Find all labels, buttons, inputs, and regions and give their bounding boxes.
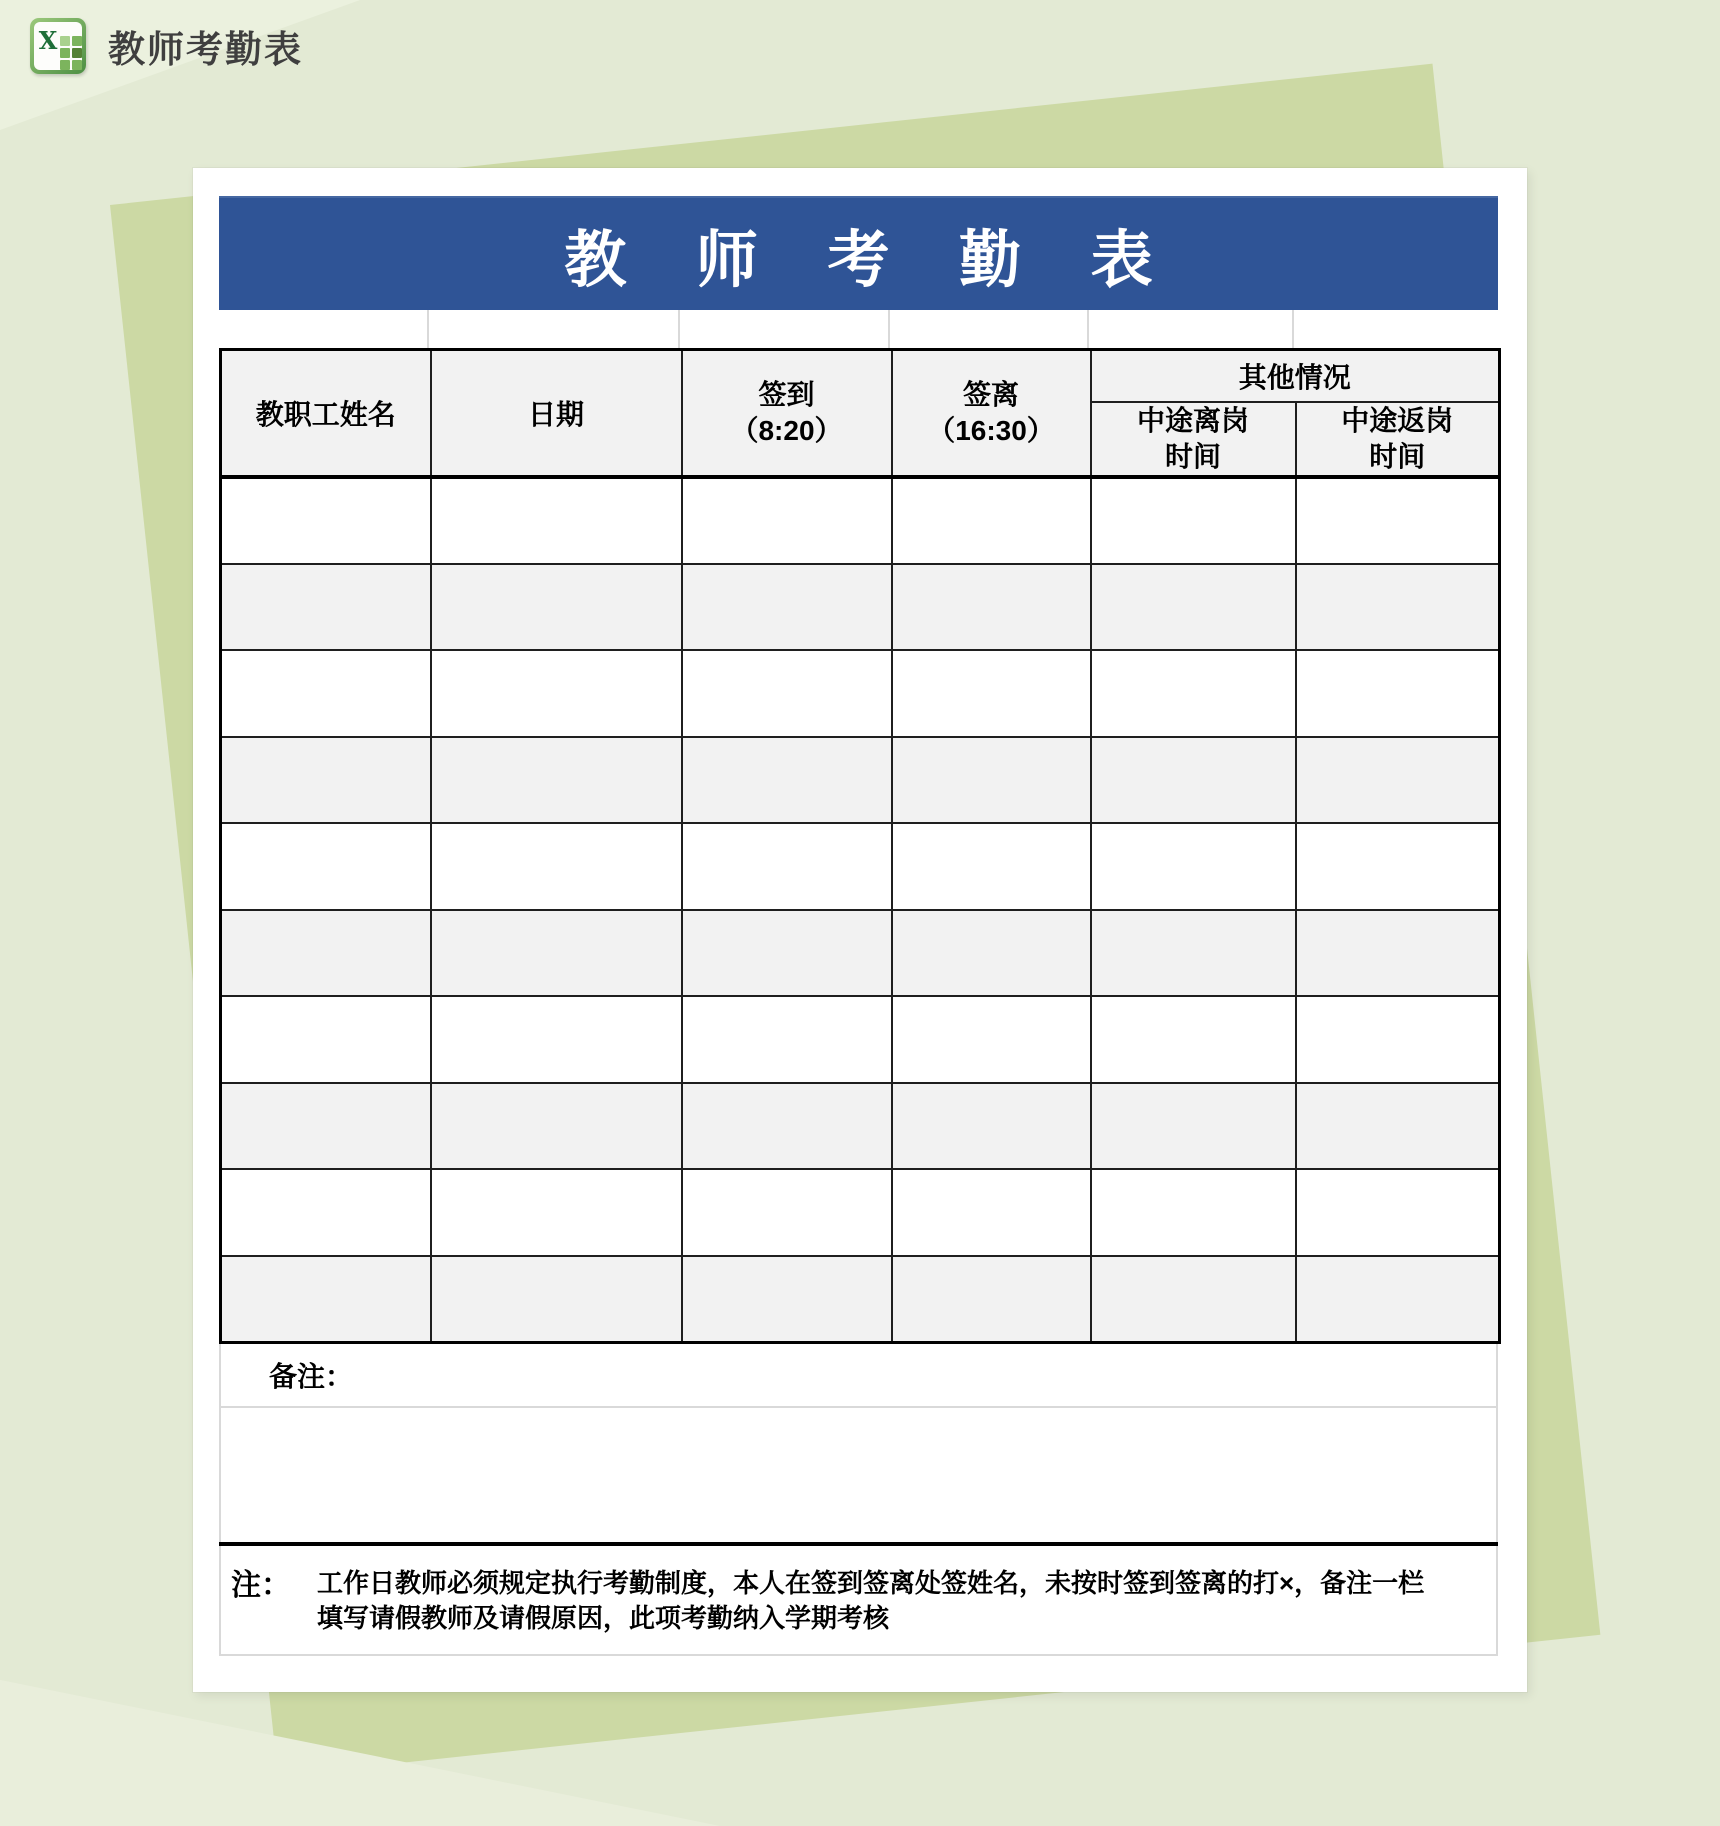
table-cell[interactable] (1091, 1256, 1296, 1343)
table-cell[interactable] (892, 1256, 1091, 1343)
sheet-banner-title: 教 师 考 勤 表 (564, 222, 1177, 296)
table-cell[interactable] (221, 1169, 431, 1256)
table-cell[interactable] (1091, 996, 1296, 1083)
table-row (221, 823, 1500, 910)
excel-icon: X (30, 18, 86, 74)
table-cell[interactable] (1091, 1083, 1296, 1170)
table-cell[interactable] (221, 996, 431, 1083)
table-cell[interactable] (221, 1083, 431, 1170)
table-row (221, 1256, 1500, 1343)
table-cell[interactable] (221, 1256, 431, 1343)
spreadsheet-gap-row (219, 310, 1498, 348)
table-cell[interactable] (221, 910, 431, 997)
table-cell[interactable] (682, 650, 892, 737)
table-cell[interactable] (1296, 1169, 1500, 1256)
table-cell[interactable] (682, 564, 892, 651)
table-cell[interactable] (431, 477, 682, 564)
table-row (221, 1169, 1500, 1256)
remark-label: 备注： (269, 1360, 354, 1392)
sheet-banner (219, 196, 1498, 310)
table-cell[interactable] (1091, 737, 1296, 824)
table-cell[interactable] (221, 564, 431, 651)
header-sign-out: 签离 （16:30） (892, 350, 1091, 478)
table-row (221, 650, 1500, 737)
table-cell[interactable] (221, 650, 431, 737)
table-cell[interactable] (682, 477, 892, 564)
table-cell[interactable] (682, 910, 892, 997)
sheet-content (219, 196, 1498, 1656)
table-cell[interactable] (682, 1169, 892, 1256)
sheet-card (193, 168, 1527, 1692)
table-cell[interactable] (431, 1256, 682, 1343)
below-table-block (219, 1344, 1498, 1656)
table-cell[interactable] (1296, 910, 1500, 997)
table-cell[interactable] (892, 737, 1091, 824)
table-cell[interactable] (682, 996, 892, 1083)
note-label: 注： (231, 1568, 291, 1602)
file-header (30, 18, 303, 74)
table-cell[interactable] (682, 1083, 892, 1170)
table-cell[interactable] (221, 737, 431, 824)
table-cell[interactable] (1296, 996, 1500, 1083)
header-return-mid: 中途返岗 时间 (1296, 402, 1500, 478)
table-cell[interactable] (682, 737, 892, 824)
file-title: 教师考勤表 (108, 29, 303, 70)
note-area (221, 1546, 1496, 1654)
remark-row (221, 1344, 1496, 1408)
table-cell[interactable] (892, 910, 1091, 997)
table-cell[interactable] (1091, 823, 1296, 910)
table-cell[interactable] (431, 996, 682, 1083)
table-row (221, 564, 1500, 651)
header-other-group: 其他情况 (1091, 350, 1500, 402)
table-cell[interactable] (1296, 823, 1500, 910)
note-text: 工作日教师必须规定执行考勤制度，本人在签到签离处签姓名，未按时签到签离的打×，备注一栏 填写请假教师及请假原因，此项考勤纳入学期考核 (317, 1567, 1425, 1633)
table-cell[interactable] (431, 823, 682, 910)
table-cell[interactable] (1296, 1083, 1500, 1170)
table-cell[interactable] (1091, 1169, 1296, 1256)
table-cell[interactable] (1091, 650, 1296, 737)
table-cell[interactable] (1296, 650, 1500, 737)
table-cell[interactable] (431, 737, 682, 824)
table-cell[interactable] (1091, 910, 1296, 997)
table-cell[interactable] (431, 650, 682, 737)
header-staff-name: 教职工姓名 (221, 350, 431, 478)
table-cell[interactable] (221, 823, 431, 910)
table-cell[interactable] (221, 477, 431, 564)
table-cell[interactable] (1296, 477, 1500, 564)
table-cell[interactable] (892, 477, 1091, 564)
table-cell[interactable] (892, 996, 1091, 1083)
header-date: 日期 (431, 350, 682, 478)
table-row (221, 910, 1500, 997)
table-cell[interactable] (892, 650, 1091, 737)
table-cell[interactable] (431, 564, 682, 651)
table-cell[interactable] (1091, 564, 1296, 651)
table-cell[interactable] (892, 1083, 1091, 1170)
table-cell[interactable] (1296, 1256, 1500, 1343)
table-cell[interactable] (682, 1256, 892, 1343)
table-row (221, 996, 1500, 1083)
table-cell[interactable] (1296, 737, 1500, 824)
table-cell[interactable] (892, 1169, 1091, 1256)
table-cell[interactable] (431, 1169, 682, 1256)
table-row (221, 477, 1500, 564)
table-cell[interactable] (892, 823, 1091, 910)
remark-blank-area[interactable] (221, 1408, 1496, 1542)
attendance-table (219, 348, 1501, 1344)
table-cell[interactable] (431, 910, 682, 997)
header-leave-mid: 中途离岗 时间 (1091, 402, 1296, 478)
table-cell[interactable] (892, 564, 1091, 651)
attendance-rows (221, 477, 1500, 1342)
table-row (221, 1083, 1500, 1170)
header-sign-in: 签到 （8:20） (682, 350, 892, 478)
table-cell[interactable] (1091, 477, 1296, 564)
table-cell[interactable] (1296, 564, 1500, 651)
table-cell[interactable] (682, 823, 892, 910)
table-row (221, 737, 1500, 824)
table-cell[interactable] (431, 1083, 682, 1170)
